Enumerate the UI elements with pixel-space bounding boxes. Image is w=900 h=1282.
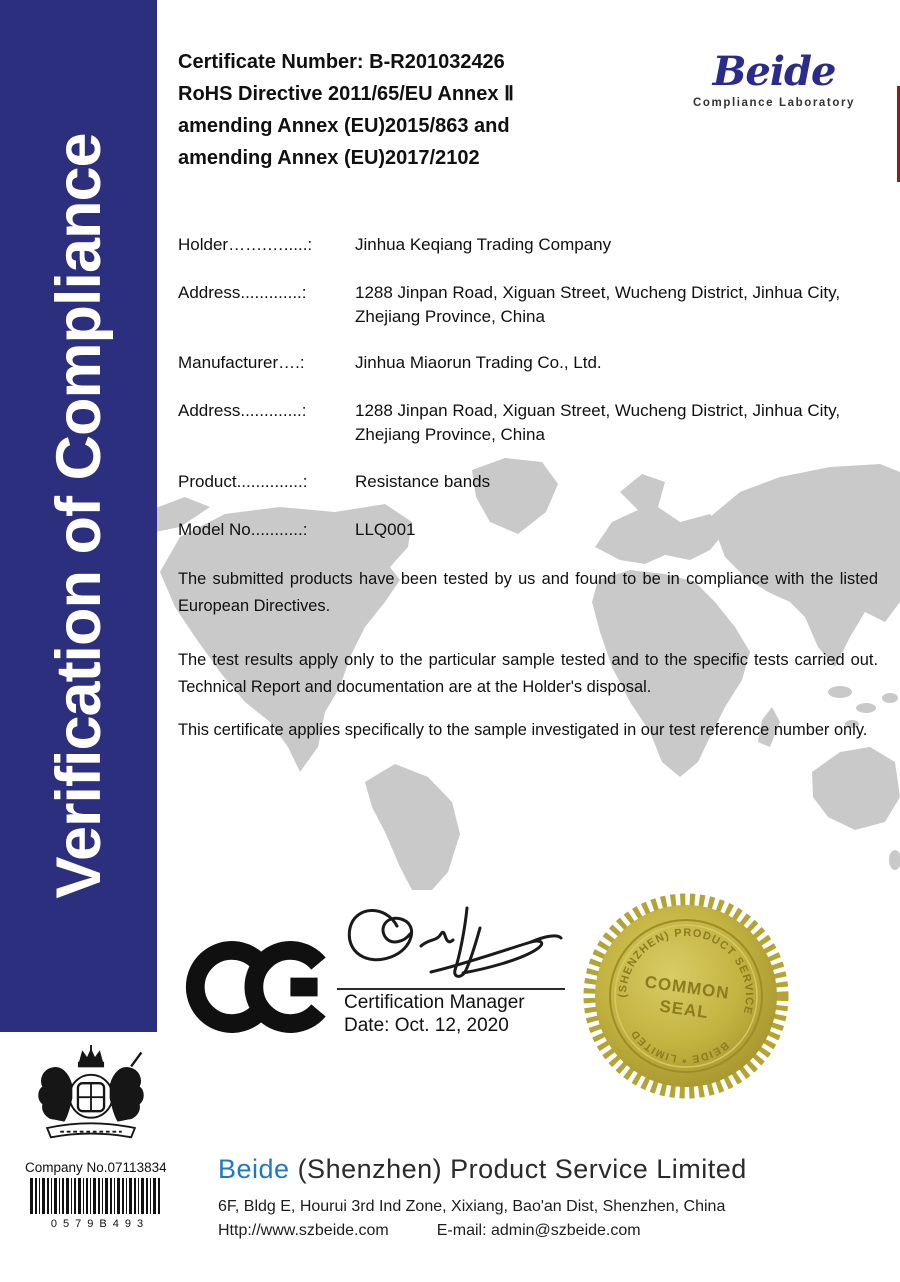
holder-label: Holder…….….....: xyxy=(178,235,313,254)
signature-line xyxy=(337,988,565,990)
manufacturer-value: Jinhua Miaorun Trading Co., Ltd. xyxy=(355,353,602,372)
field-row-holder-address xyxy=(178,281,847,329)
manufacturer-address-label: Address.............: xyxy=(178,401,307,420)
model-no-value: LLQ001 xyxy=(355,520,416,539)
manufacturer-label: Manufacturer….: xyxy=(178,353,305,372)
beide-logo xyxy=(690,48,858,109)
map-new-zealand xyxy=(889,850,900,870)
field-row-holder xyxy=(178,233,847,257)
holder-address-label: Address.............: xyxy=(178,283,307,302)
barcode-digits: 0579B493 xyxy=(50,1218,150,1230)
vertical-title: Verification of Compliance xyxy=(43,133,114,899)
footer-website: Http://www.szbeide.com xyxy=(218,1222,389,1239)
certificate-number-line: Certificate Number: B-R201032426 xyxy=(178,51,505,73)
ce-mark-icon xyxy=(184,940,334,1034)
barcode-image xyxy=(28,1178,166,1230)
holder-value: Jinhua Keqiang Trading Company xyxy=(355,235,612,254)
certificate-header xyxy=(178,46,514,174)
seal-bottom-text: BEIDE * LIMITED xyxy=(628,1027,731,1066)
field-row-product xyxy=(178,470,847,494)
signature-image xyxy=(333,900,565,990)
footer-company-name xyxy=(218,1154,747,1185)
seal-center-line1: COMMON xyxy=(643,972,731,1003)
amending-line-2: amending Annex (EU)2017/2102 xyxy=(178,147,480,169)
map-south-america xyxy=(365,764,460,890)
beide-logo-subtitle: Compliance Laboratory xyxy=(692,97,856,109)
certification-date-label: Date: Oct. 12, 2020 xyxy=(344,1015,509,1036)
field-row-manufacturer xyxy=(178,351,847,375)
amending-line-1: amending Annex (EU)2015/863 and xyxy=(178,115,510,137)
map-australia xyxy=(812,747,900,830)
map-island xyxy=(882,693,898,703)
certificate-scope-statement: This certificate applies specifically to the sample investigated in our test reference number only. xyxy=(178,721,868,739)
common-seal-icon xyxy=(583,893,789,1099)
manufacturer-address-value: 1288 Jinpan Road, Xiguan Street, Wucheng District, Jinhua City, Zhejiang Province, China xyxy=(355,401,841,444)
test-results-statement: The test results apply only to the particular sample tested and to the specific tests carried out. Technical Report and documentation are at the Holder's disposal. xyxy=(178,651,878,696)
footer-company-rest: (Shenzhen) Product Service Limited xyxy=(289,1154,747,1184)
field-row-manufacturer-address xyxy=(178,399,847,447)
product-label: Product..............: xyxy=(178,472,308,491)
footer-email: E-mail: admin@szbeide.com xyxy=(436,1222,641,1239)
map-island xyxy=(856,703,876,713)
footer-brand-word: Beide xyxy=(218,1154,290,1184)
royal-coat-of-arms-icon xyxy=(30,1044,152,1156)
footer-contact-line xyxy=(218,1222,641,1240)
product-value: Resistance bands xyxy=(355,472,491,491)
compliance-statement: The submitted products have been tested by us and found to be in compliance with the listed European Directives. xyxy=(178,570,878,615)
model-no-label: Model No...........: xyxy=(178,520,308,539)
holder-address-value: 1288 Jinpan Road, Xiguan Street, Wucheng District, Jinhua City, Zhejiang Province, China xyxy=(355,283,841,326)
directive-line: RoHS Directive 2011/65/EU Annex Ⅱ xyxy=(178,83,514,105)
beide-logo-wordmark: Beide xyxy=(712,48,836,95)
footer-address: 6F, Bldg E, Hourui 3rd Ind Zone, Xixiang, Bao'an Dist, Shenzhen, China xyxy=(218,1198,726,1215)
company-number: Company No.07113834 xyxy=(25,1160,167,1175)
field-row-model-no xyxy=(178,518,847,542)
seal-top-text: (SHENZHEN) PRODUCT SERVICE xyxy=(616,926,756,1017)
seal-center-line2: SEAL xyxy=(658,996,710,1023)
certification-manager-label: Certification Manager xyxy=(344,992,525,1013)
